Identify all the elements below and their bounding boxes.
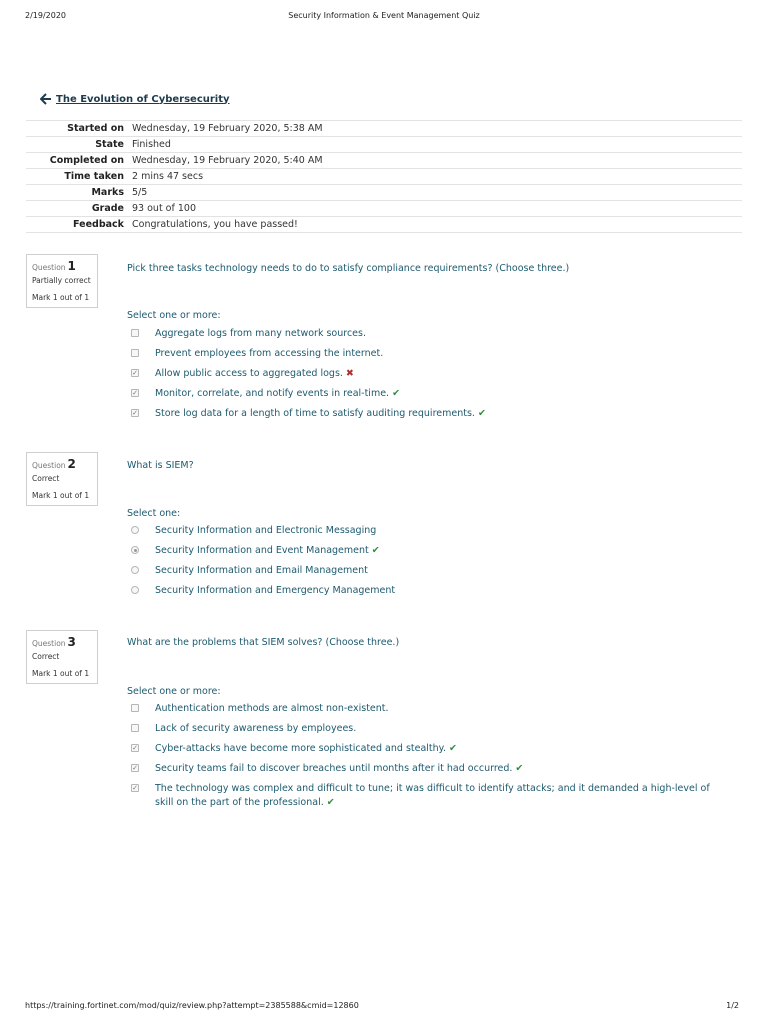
answer-option[interactable] [131, 762, 731, 776]
correct-check-icon: ✔ [371, 545, 380, 556]
print-page-number: 1/2 [726, 1001, 739, 1010]
summary-row [26, 153, 742, 169]
summary-value: Wednesday, 19 February 2020, 5:38 AM [132, 123, 323, 134]
answer-option[interactable] [131, 584, 731, 598]
select-prompt: Select one: [127, 508, 181, 519]
answer-checkbox-checked[interactable]: ✓ [132, 389, 138, 397]
question-info-box [26, 254, 98, 308]
summary-row [26, 137, 742, 153]
question-mark: Mark 1 out of 1 [32, 669, 90, 678]
question-label: Question [32, 263, 66, 272]
summary-value: 5/5 [132, 187, 148, 198]
attempt-summary-table [26, 120, 742, 233]
question-number: 3 [67, 635, 76, 649]
arrow-left-icon [40, 93, 52, 105]
summary-label: Started on [67, 123, 124, 134]
correct-check-icon: ✔ [326, 797, 335, 808]
question-info-box [26, 452, 98, 506]
answer-option[interactable] [131, 407, 731, 421]
question-text: What is SIEM? [127, 460, 194, 471]
summary-row [26, 217, 742, 233]
summary-label: Marks [91, 187, 124, 198]
question-state: Correct [32, 652, 60, 661]
correct-check-icon: ✔ [515, 763, 524, 774]
question-state: Correct [32, 474, 60, 483]
answer-option[interactable] [131, 544, 731, 558]
answer-option[interactable] [131, 782, 721, 810]
summary-row [26, 185, 742, 201]
summary-row [26, 121, 742, 137]
incorrect-icon: ✖ [345, 368, 354, 379]
answer-option[interactable] [131, 564, 731, 578]
question-text: Pick three tasks technology needs to do to satisfy compliance requirements? (Choose three.) [127, 263, 570, 274]
question-state: Partially correct [32, 276, 91, 285]
summary-value: 2 mins 47 secs [132, 171, 204, 182]
question-number: 2 [67, 457, 76, 471]
answer-label: Security teams fail to discover breaches until months after it had occurred. [155, 763, 513, 774]
question-label: Question [32, 461, 66, 470]
answer-label: Authentication methods are almost non-existent. [155, 703, 389, 714]
question-info-box [26, 630, 98, 684]
answer-checkbox-checked[interactable]: ✓ [132, 409, 138, 417]
correct-check-icon: ✔ [392, 388, 401, 399]
answer-option[interactable] [131, 742, 731, 756]
answer-option[interactable] [131, 387, 731, 401]
answer-label: Monitor, correlate, and notify events in real-time. [155, 388, 390, 399]
question-text: What are the problems that SIEM solves? (Choose three.) [127, 637, 400, 648]
summary-value: 93 out of 100 [132, 203, 196, 214]
answer-label: Security Information and Electronic Messaging [155, 525, 377, 536]
answer-option[interactable] [131, 367, 731, 381]
answer-checkbox-checked[interactable]: ✓ [132, 744, 138, 752]
answer-checkbox-checked[interactable]: ✓ [132, 764, 138, 772]
answer-checkbox-checked[interactable]: ✓ [132, 369, 138, 377]
answer-option[interactable] [131, 702, 731, 716]
select-prompt: Select one or more: [127, 310, 221, 321]
summary-label: Grade [91, 203, 124, 214]
answer-checkbox-checked[interactable]: ✓ [132, 784, 138, 792]
print-date: 2/19/2020 [25, 11, 67, 20]
answer-label: Prevent employees from accessing the internet. [155, 348, 384, 359]
answer-label: Cyber-attacks have become more sophisticated and stealthy. [155, 743, 446, 754]
answer-label: The technology was complex and difficult to tune; it was difficult to identify attacks; and it demanded a high-level of skill on the part of the professional. [155, 783, 710, 808]
answer-label: Lack of security awareness by employees. [155, 723, 357, 734]
summary-label: Time taken [64, 171, 124, 182]
correct-check-icon: ✔ [477, 408, 486, 419]
answer-option[interactable] [131, 524, 731, 538]
summary-row [26, 201, 742, 217]
print-title: Security Information & Event Management Quiz [288, 11, 480, 20]
print-url: https://training.fortinet.com/mod/quiz/review.php?attempt=2385588&cmid=12860 [25, 1001, 359, 1010]
back-link-label[interactable]: The Evolution of Cybersecurity [56, 93, 230, 105]
back-link[interactable] [40, 93, 230, 105]
select-prompt: Select one or more: [127, 686, 221, 697]
summary-row [26, 169, 742, 185]
answer-label: Allow public access to aggregated logs. [155, 368, 343, 379]
question-label: Question [32, 639, 66, 648]
summary-label: Feedback [73, 219, 124, 230]
question-mark: Mark 1 out of 1 [32, 293, 90, 302]
answer-label: Aggregate logs from many network sources. [155, 328, 366, 339]
summary-label: State [95, 139, 124, 150]
answer-label: Security Information and Emergency Management [155, 585, 396, 596]
question-number: 1 [67, 259, 76, 273]
summary-label: Completed on [49, 155, 124, 166]
correct-check-icon: ✔ [448, 743, 457, 754]
summary-value: Wednesday, 19 February 2020, 5:40 AM [132, 155, 323, 166]
answer-label: Security Information and Event Management [155, 545, 369, 556]
answer-label: Security Information and Email Management [155, 565, 368, 576]
answer-option[interactable] [131, 722, 731, 736]
summary-value: Finished [132, 139, 171, 150]
answer-option[interactable] [131, 327, 731, 341]
answer-label: Store log data for a length of time to satisfy auditing requirements. [155, 408, 475, 419]
summary-value: Congratulations, you have passed! [132, 219, 298, 230]
answer-option[interactable] [131, 347, 731, 361]
question-mark: Mark 1 out of 1 [32, 491, 90, 500]
